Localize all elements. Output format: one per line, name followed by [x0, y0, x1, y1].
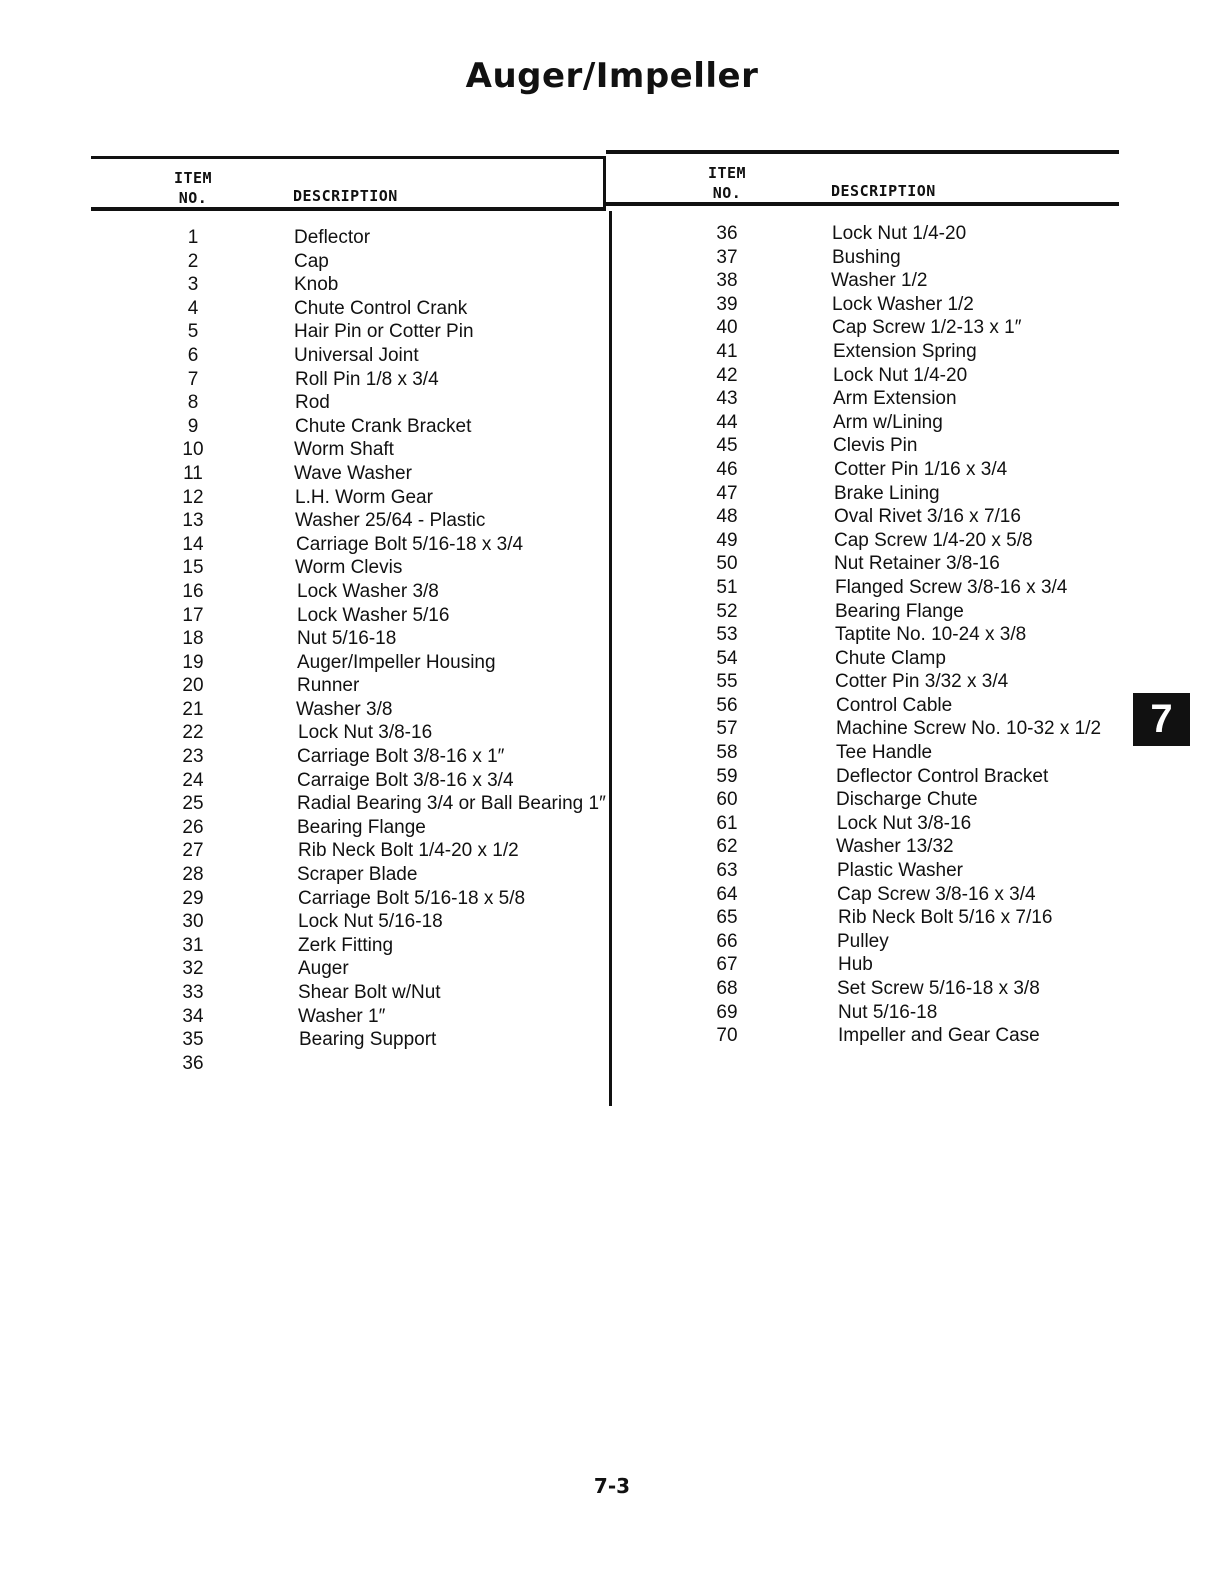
table-row	[697, 977, 1117, 1001]
item-number: 68	[716, 978, 738, 999]
item-number: 21	[182, 698, 204, 720]
item-description: Nut 5/16-18	[297, 628, 397, 650]
item-number: 43	[716, 388, 738, 410]
table-row	[697, 883, 1117, 907]
item-description: Worm Shaft	[294, 439, 394, 461]
item-description: Deflector Control Bracket	[836, 765, 1049, 787]
table-row	[697, 576, 1117, 600]
item-number: 22	[182, 722, 204, 744]
table-row	[163, 745, 603, 769]
item-description: Knob	[294, 274, 339, 296]
item-description: Cotter Pin 1/16 x 3/4	[834, 458, 1008, 480]
table-row	[163, 981, 603, 1005]
item-description: Carriage Bolt 5/16-18 x 5/8	[298, 887, 526, 909]
item-number: 2	[187, 250, 199, 272]
item-description: Carraige Bolt 3/8-16 x 3/4	[297, 769, 514, 791]
item-description: Lock Washer 5/16	[297, 604, 450, 626]
item-number: 44	[716, 411, 738, 433]
table-row	[697, 741, 1117, 765]
table-row	[163, 226, 603, 250]
table-row	[163, 462, 603, 486]
item-number: 49	[716, 529, 738, 551]
table-row	[697, 788, 1117, 812]
item-description: Cap Screw 1/4-20 x 5/8	[834, 529, 1033, 551]
item-number: 42	[716, 364, 738, 386]
item-description: Tee Handle	[836, 742, 933, 764]
table-row	[697, 529, 1117, 553]
table-row	[163, 415, 603, 439]
item-number: 35	[182, 1029, 204, 1051]
item-number: 17	[182, 604, 204, 626]
item-number: 48	[716, 506, 738, 528]
item-description: Machine Screw No. 10-32 x 1/2	[836, 718, 1102, 740]
table-row	[697, 717, 1117, 741]
table-row	[163, 934, 603, 958]
item-description: Bearing Support	[299, 1029, 437, 1051]
table-row	[163, 438, 603, 462]
item-description: Lock Nut 3/8-16	[298, 722, 433, 744]
item-number: 62	[716, 836, 738, 858]
item-number: 15	[182, 557, 204, 579]
item-number: 47	[716, 482, 738, 504]
table-row	[697, 482, 1117, 506]
table-row	[697, 269, 1117, 293]
item-number: 64	[716, 883, 738, 905]
item-number: 69	[716, 1001, 738, 1023]
item-description: Flanged Screw 3/8-16 x 3/4	[835, 576, 1068, 598]
item-number: 60	[716, 789, 738, 811]
item-description: Rib Neck Bolt 5/16 x 7/16	[838, 907, 1053, 929]
item-number: 38	[716, 270, 738, 292]
table-row	[163, 604, 603, 628]
table-row	[163, 556, 603, 580]
item-description: Lock Nut 1/4-20	[832, 223, 967, 244]
table-row	[697, 694, 1117, 718]
item-number: 33	[182, 982, 204, 1003]
item-number: 31	[182, 934, 204, 956]
item-description: Rib Neck Bolt 1/4-20 x 1/2	[298, 840, 519, 862]
table-row	[163, 320, 603, 344]
table-row	[697, 246, 1117, 270]
table-top-rule-left	[91, 156, 604, 159]
table-row	[163, 273, 603, 297]
item-description: Cap	[294, 250, 329, 272]
table-row	[163, 533, 603, 557]
item-number: 67	[716, 954, 738, 976]
item-description: Auger	[298, 958, 349, 980]
table-row	[163, 863, 603, 887]
item-description: Lock Washer 3/8	[297, 580, 439, 602]
item-description: Clevis Pin	[833, 435, 918, 457]
table-row	[697, 222, 1117, 246]
item-number: 36	[716, 223, 738, 244]
item-description: Chute Clamp	[835, 647, 946, 669]
item-number: 9	[187, 415, 199, 437]
item-number: 25	[182, 793, 204, 815]
table-row	[697, 505, 1117, 529]
item-number: 23	[182, 746, 204, 768]
table-row	[163, 957, 603, 981]
table-row	[163, 1005, 603, 1029]
table-row	[163, 651, 603, 675]
item-description: Lock Nut 5/16-18	[298, 911, 443, 933]
item-description: Bearing Flange	[297, 816, 426, 838]
table-row	[163, 391, 603, 415]
item-description: Lock Washer 1/2	[832, 293, 974, 315]
item-number: 56	[716, 694, 738, 716]
header-no-label: NO.	[178, 189, 208, 207]
item-number: 65	[716, 907, 738, 929]
table-row	[163, 769, 603, 793]
item-description: L.H. Worm Gear	[295, 486, 433, 508]
page-title: Auger/Impeller	[465, 56, 759, 96]
table-row	[697, 387, 1117, 411]
item-number: 7	[187, 368, 199, 390]
item-number: 1	[187, 227, 199, 248]
table-row	[697, 765, 1117, 789]
item-description: Lock Nut 3/8-16	[837, 812, 972, 834]
table-row	[697, 906, 1117, 930]
item-description: Auger/Impeller Housing	[297, 651, 496, 673]
item-description: Brake Lining	[834, 482, 940, 504]
table-row	[163, 1028, 603, 1052]
table-row	[697, 953, 1117, 977]
item-description: Arm Extension	[833, 388, 957, 410]
table-row	[163, 1052, 603, 1076]
item-description: Worm Clevis	[295, 557, 403, 579]
item-description: Washer 25/64 - Plastic	[295, 510, 486, 532]
right-parts-list	[697, 222, 1117, 1048]
item-description: Washer 1″	[298, 1005, 386, 1027]
item-number: 61	[716, 812, 738, 834]
item-description: Discharge Chute	[836, 789, 978, 811]
item-description: Rod	[295, 392, 330, 414]
page-number: 7-3	[593, 1474, 631, 1498]
item-number: 19	[182, 651, 204, 673]
table-row	[163, 509, 603, 533]
item-description: Universal Joint	[294, 344, 419, 366]
item-number: 50	[716, 553, 738, 575]
item-number: 57	[716, 718, 738, 740]
table-top-rule-right	[606, 150, 1119, 154]
item-description: Roll Pin 1/8 x 3/4	[295, 368, 439, 390]
right-header-description: DESCRIPTION	[831, 182, 936, 200]
item-description: Deflector	[294, 227, 371, 248]
item-number: 66	[716, 930, 738, 952]
table-row	[697, 364, 1117, 388]
header-item-label: ITEM	[707, 164, 747, 182]
table-row	[163, 816, 603, 840]
item-description: Extension Spring	[833, 340, 977, 362]
item-description: Arm w/Lining	[833, 411, 943, 433]
item-description: Taptite No. 10-24 x 3/8	[835, 624, 1027, 646]
item-description: Plastic Washer	[837, 860, 963, 882]
item-description: Set Screw 5/16-18 x 3/8	[837, 978, 1040, 999]
item-number: 45	[716, 435, 738, 457]
table-row	[697, 434, 1117, 458]
left-header-description: DESCRIPTION	[293, 187, 398, 205]
table-row	[697, 1024, 1117, 1048]
table-row	[697, 552, 1117, 576]
item-number: 37	[716, 246, 738, 268]
section-tab-badge: 7	[1133, 693, 1190, 746]
table-row	[163, 368, 603, 392]
table-row	[163, 698, 603, 722]
item-description: Washer 1/2	[831, 270, 928, 292]
item-description: Carriage Bolt 3/8-16 x 1″	[297, 746, 505, 768]
table-row	[163, 887, 603, 911]
item-number: 12	[182, 486, 204, 508]
table-row	[697, 670, 1117, 694]
item-description: Bearing Flange	[835, 600, 964, 622]
item-description: Control Cable	[836, 694, 953, 716]
item-description: Cap Screw 1/2-13 x 1″	[832, 317, 1022, 339]
item-description: Chute Control Crank	[294, 297, 468, 319]
item-number: 13	[182, 510, 204, 532]
item-description: Shear Bolt w/Nut	[298, 982, 441, 1003]
item-number: 4	[187, 297, 199, 319]
item-number: 36	[182, 1052, 204, 1074]
table-row	[163, 344, 603, 368]
item-description: Chute Crank Bracket	[295, 415, 472, 437]
table-row	[697, 930, 1117, 954]
item-number: 26	[182, 816, 204, 838]
item-number: 53	[716, 624, 738, 646]
item-number: 32	[182, 958, 204, 980]
item-number: 10	[182, 439, 204, 461]
item-description: Nut 5/16-18	[838, 1001, 938, 1023]
item-number: 41	[716, 340, 738, 362]
left-parts-list	[163, 226, 606, 1075]
item-number: 6	[187, 344, 199, 366]
item-number: 59	[716, 765, 738, 787]
item-description: Bushing	[832, 246, 901, 268]
table-row	[697, 647, 1117, 671]
item-description: Hair Pin or Cotter Pin	[294, 321, 474, 343]
item-number: 51	[716, 576, 738, 598]
item-number: 20	[182, 675, 204, 697]
item-description: Hub	[838, 954, 873, 976]
table-row	[697, 812, 1117, 836]
item-number: 34	[182, 1005, 204, 1027]
table-row	[697, 458, 1117, 482]
item-description: Oval Rivet 3/16 x 7/16	[834, 506, 1021, 528]
item-number: 29	[182, 887, 204, 909]
table-row	[163, 721, 603, 745]
item-number: 58	[716, 742, 738, 764]
table-row	[163, 250, 603, 274]
table-row	[163, 580, 603, 604]
item-number: 55	[716, 671, 738, 693]
item-description: Carriage Bolt 5/16-18 x 3/4	[296, 533, 524, 555]
table-row	[697, 1001, 1117, 1025]
table-row	[697, 623, 1117, 647]
table-row	[163, 674, 603, 698]
item-number: 14	[182, 533, 204, 555]
item-number: 63	[716, 860, 738, 882]
table-row	[697, 340, 1117, 364]
item-number: 27	[182, 840, 204, 862]
item-number: 54	[716, 647, 738, 669]
item-number: 18	[182, 628, 204, 650]
left-header-item-no	[163, 168, 223, 208]
table-row	[163, 486, 603, 510]
item-description: Runner	[297, 675, 360, 697]
item-number: 28	[182, 864, 204, 886]
header-no-label: NO.	[712, 184, 742, 202]
table-row	[697, 835, 1117, 859]
item-number: 70	[716, 1025, 738, 1047]
item-number: 52	[716, 600, 738, 622]
table-row	[697, 600, 1117, 624]
item-number: 46	[716, 458, 738, 480]
header-item-label: ITEM	[173, 169, 213, 187]
table-row	[697, 859, 1117, 883]
item-number: 40	[716, 317, 738, 339]
item-description: Pulley	[837, 930, 889, 952]
column-divider	[603, 156, 606, 211]
item-number: 8	[187, 392, 199, 414]
item-description: Scraper Blade	[297, 864, 418, 886]
item-number: 3	[187, 274, 199, 296]
item-number: 30	[182, 911, 204, 933]
table-row	[163, 792, 606, 816]
item-description: Radial Bearing 3/4 or Ball Bearing 1″	[297, 793, 606, 815]
column-divider-lower	[609, 211, 612, 1106]
item-number: 39	[716, 293, 738, 315]
table-row	[697, 411, 1117, 435]
item-description: Lock Nut 1/4-20	[833, 364, 968, 386]
table-row	[163, 839, 603, 863]
item-number: 11	[183, 462, 203, 484]
item-description: Zerk Fitting	[298, 934, 394, 956]
table-row	[163, 910, 603, 934]
item-number: 16	[182, 580, 204, 602]
table-row	[697, 293, 1117, 317]
item-description: Cotter Pin 3/32 x 3/4	[835, 671, 1009, 693]
table-row	[163, 297, 603, 321]
item-number: 24	[182, 769, 204, 791]
header-bottom-rule-right	[606, 202, 1119, 206]
item-description: Nut Retainer 3/8-16	[834, 553, 1000, 575]
item-description: Cap Screw 3/8-16 x 3/4	[837, 883, 1036, 905]
table-row	[163, 627, 603, 651]
item-description: Washer 3/8	[296, 698, 393, 720]
table-row	[697, 316, 1117, 340]
item-description: Washer 13/32	[836, 836, 954, 858]
item-number: 5	[187, 321, 199, 343]
right-header-item-no	[697, 163, 757, 203]
item-description: Impeller and Gear Case	[838, 1025, 1040, 1047]
item-description: Wave Washer	[294, 462, 412, 484]
